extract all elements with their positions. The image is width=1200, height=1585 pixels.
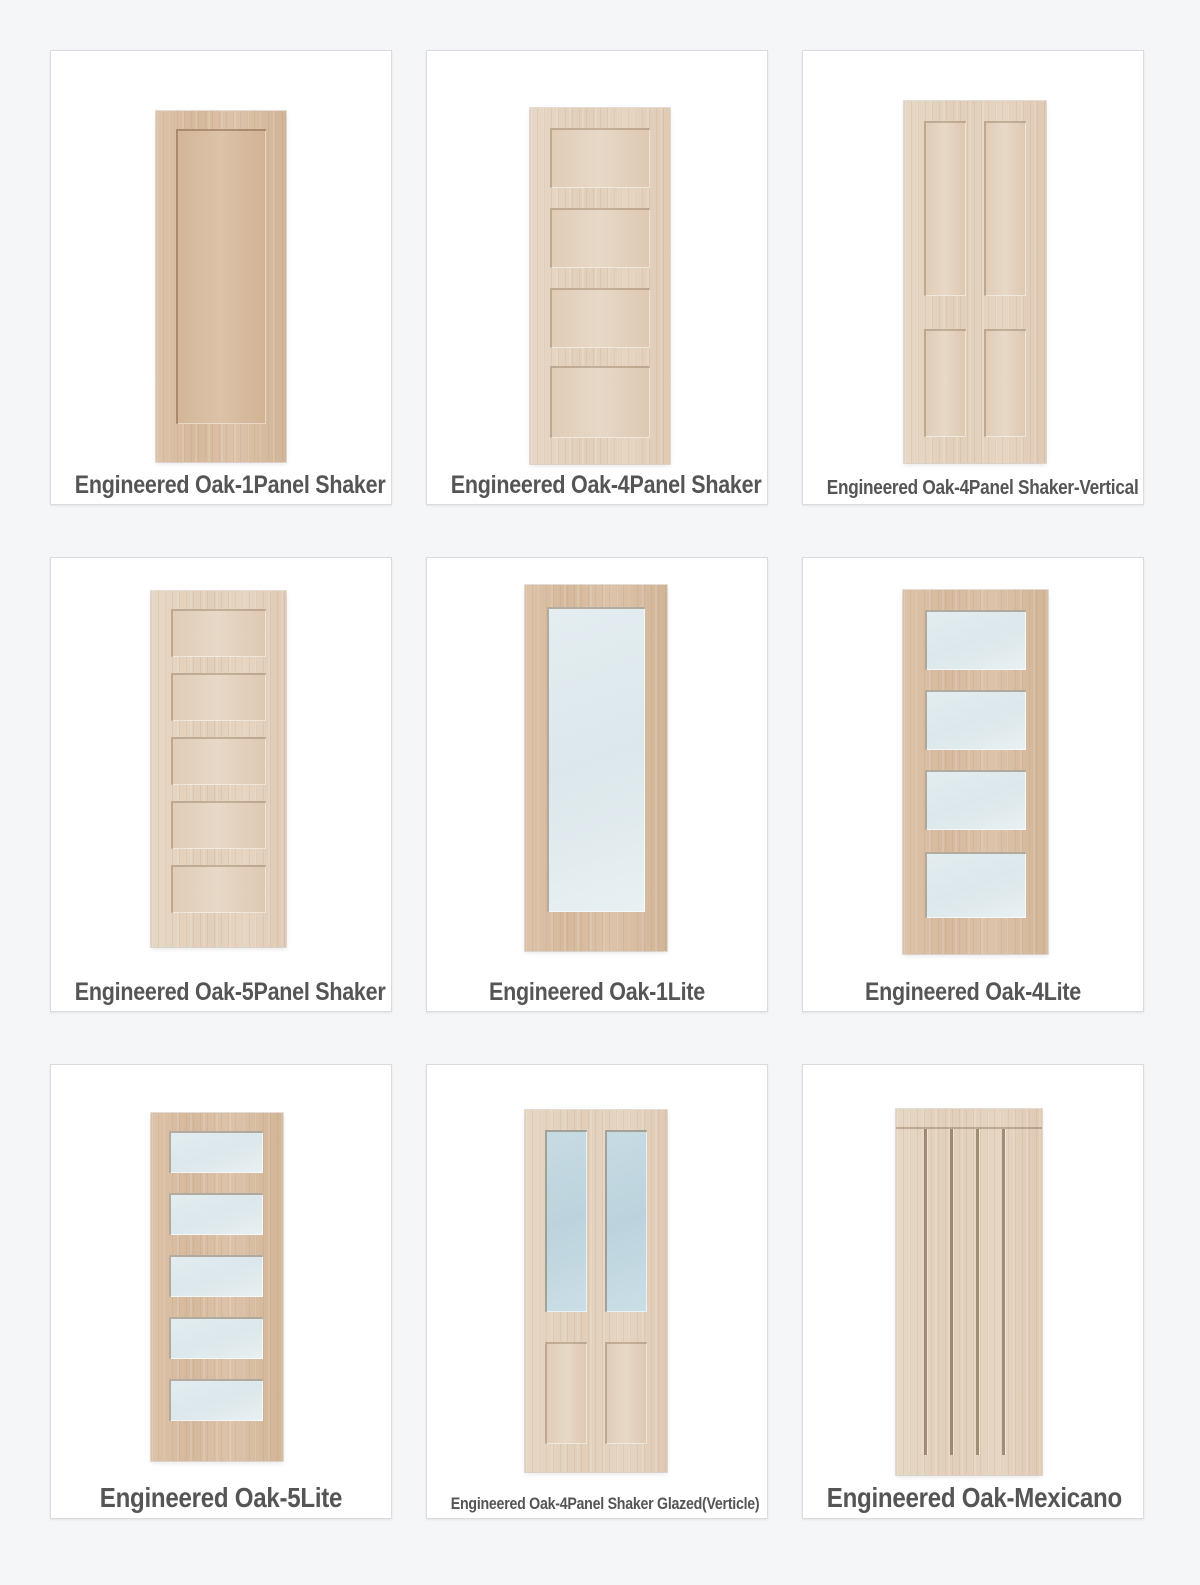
door-card-1panel-shaker[interactable] <box>50 50 392 505</box>
door-card-1lite[interactable] <box>426 557 768 1012</box>
door-image-1lite <box>525 585 667 951</box>
door-card-4panel-shaker[interactable] <box>426 50 768 505</box>
door-label: Engineered Oak-1Lite <box>489 978 705 1006</box>
door-label: Engineered Oak-5Panel Shaker <box>74 978 386 1006</box>
door-image-4panel-shaker <box>530 108 670 464</box>
door-card-5panel-shaker[interactable] <box>50 557 392 1012</box>
door-card-5lite[interactable] <box>50 1064 392 1519</box>
door-image-4panel-shaker-vertical <box>904 101 1046 463</box>
door-gallery <box>50 50 1144 1519</box>
door-card-4panel-shaker-glazed[interactable] <box>426 1064 768 1519</box>
door-card-4lite[interactable] <box>802 557 1144 1012</box>
door-card-4panel-shaker-vertical[interactable] <box>802 50 1144 505</box>
door-label: Engineered Oak-4Lite <box>865 978 1081 1006</box>
door-label: Engineered Oak-4Panel Shaker-Vertical <box>826 477 1139 499</box>
door-label: Engineered Oak-5Lite <box>99 1482 343 1513</box>
door-label: Engineered Oak-4Panel Shaker Glazed(Verticle) <box>450 1495 760 1513</box>
door-label: Engineered Oak-4Panel Shaker <box>450 471 762 499</box>
door-card-mexicano[interactable] <box>802 1064 1144 1519</box>
door-image-5lite <box>151 1113 283 1461</box>
door-image-5panel-shaker <box>151 591 286 947</box>
door-label: Engineered Oak-1Panel Shaker <box>74 471 386 499</box>
door-label: Engineered Oak-Mexicano <box>826 1482 1122 1513</box>
door-image-4panel-shaker-glazed <box>525 1110 667 1472</box>
door-image-1panel-shaker <box>156 111 286 462</box>
door-image-4lite <box>903 590 1048 954</box>
door-image-mexicano <box>896 1109 1042 1475</box>
